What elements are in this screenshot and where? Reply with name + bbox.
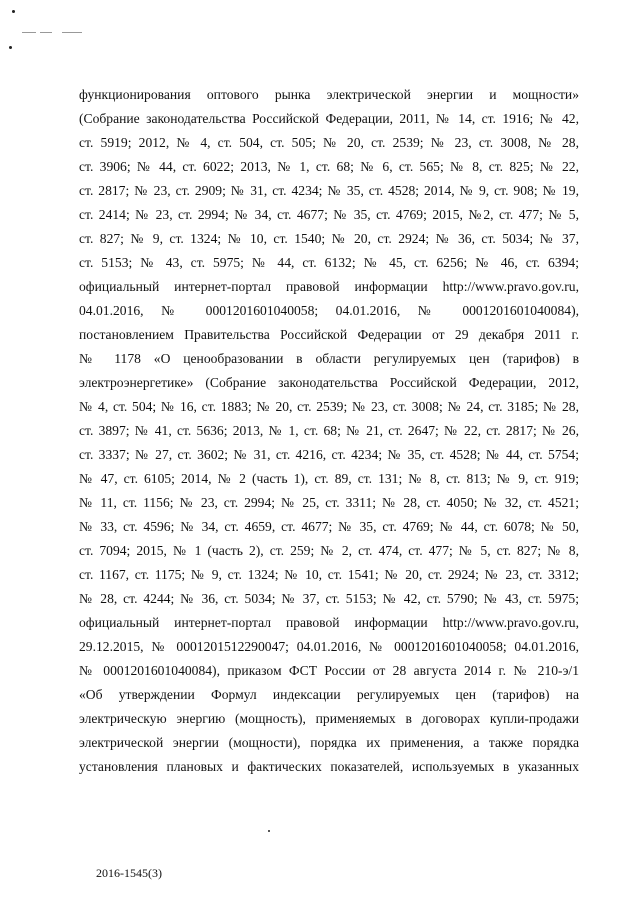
text-line: ст. 1167, ст. 1175; № 9, ст. 1324; № 10, ст. 1541; № 20, ст. 2924; № 23, ст. 3312; xyxy=(79,567,579,582)
scan-mark-dot xyxy=(9,46,12,49)
text-line: ст. 2817; № 23, ст. 2909; № 31, ст. 4234; № 35, ст. 4528; 2014, № 9, ст. 908; № 19, xyxy=(79,183,579,198)
text-line: постановлением Правительства Российской Федерации от 29 декабря 2011 г. xyxy=(79,327,579,342)
text-line: установления плановых и фактических показателей, используемых в указанных xyxy=(79,759,579,774)
text-line: ст. 3337; № 27, ст. 3602; № 31, ст. 4216, ст. 4234; № 35, ст. 4528; № 44, ст. 5754; xyxy=(79,447,579,462)
text-line: 04.01.2016, № 0001201601040058; 04.01.2016, № 0001201601040084), xyxy=(79,303,579,318)
text-line: электрическую энергию (мощность), применяемых в договорах купли-продажи xyxy=(79,711,579,726)
text-line: ст. 3897; № 41, ст. 5636; 2013, № 1, ст. 68; № 21, ст. 2647; № 22, ст. 2817; № 26, xyxy=(79,423,579,438)
text-line: ст. 3906; № 44, ст. 6022; 2013, № 1, ст. 68; № 6, ст. 565; № 8, ст. 825; № 22, xyxy=(79,159,579,174)
text-line: ст. 5153; № 43, ст. 5975; № 44, ст. 6132; № 45, ст. 6256; № 46, ст. 6394; xyxy=(79,255,579,270)
text-line: «Об утверждении Формул индексации регулируемых цен (тарифов) на xyxy=(79,687,579,702)
document-code: 2016-1545(3) xyxy=(96,866,162,880)
text-line: ст. 2414; № 23, ст. 2994; № 34, ст. 4677; № 35, ст. 4769; 2015, №2, ст. 477; № 5, xyxy=(79,207,579,222)
scan-mark-line xyxy=(22,32,36,33)
text-line: № 11, ст. 1156; № 23, ст. 2994; № 25, ст. 3311; № 28, ст. 4050; № 32, ст. 4521; xyxy=(79,495,579,510)
scan-mark-line xyxy=(62,32,82,33)
text-line: № 28, ст. 4244; № 36, ст. 5034; № 37, ст. 5153; № 42, ст. 5790; № 43, ст. 5975; xyxy=(79,591,579,606)
text-line: № 33, ст. 4596; № 34, ст. 4659, ст. 4677; № 35, ст. 4769; № 44, ст. 6078; № 50, xyxy=(79,519,579,534)
text-line: официальный интернет-портал правовой информации http://www.pravo.gov.ru, xyxy=(79,279,579,294)
scan-mark-dot xyxy=(268,830,270,832)
text-line: ст. 827; № 9, ст. 1324; № 10, ст. 1540; № 20, ст. 2924; № 36, ст. 5034; № 37, xyxy=(79,231,579,246)
text-line: (Собрание законодательства Российской Федерации, 2011, № 14, ст. 1916; № 42, xyxy=(79,111,579,126)
body-text xyxy=(79,83,579,779)
text-line: № 0001201601040084), приказом ФСТ России от 28 августа 2014 г. № 210-э/1 xyxy=(79,663,579,678)
text-line: № 1178 «О ценообразовании в области регулируемых цен (тарифов) в xyxy=(79,351,579,366)
scan-mark-line xyxy=(40,32,52,33)
text-line: ст. 5919; 2012, № 4, ст. 504, ст. 505; № 20, ст. 2539; № 23, ст. 3008, № 28, xyxy=(79,135,579,150)
text-line: электроэнергетике» (Собрание законодательства Российской Федерации, 2012, xyxy=(79,375,579,390)
text-line: № 47, ст. 6105; 2014, № 2 (часть 1), ст. 89, ст. 131; № 8, ст. 813; № 9, ст. 919; xyxy=(79,471,579,486)
text-line: официальный интернет-портал правовой информации http://www.pravo.gov.ru, xyxy=(79,615,579,630)
text-line: электрической энергии (мощности), порядка их применения, а также порядка xyxy=(79,735,579,750)
text-line: функционирования оптового рынка электрической энергии и мощности» xyxy=(79,87,579,102)
text-line: 29.12.2015, № 0001201512290047; 04.01.2016, № 0001201601040058; 04.01.2016, xyxy=(79,639,579,654)
scan-mark-dot xyxy=(12,10,15,13)
text-line: ст. 7094; 2015, № 1 (часть 2), ст. 259; № 2, ст. 474, ст. 477; № 5, ст. 827; № 8, xyxy=(79,543,579,558)
text-line: № 4, ст. 504; № 16, ст. 1883; № 20, ст. 2539; № 23, ст. 3008; № 24, ст. 3185; № 28, xyxy=(79,399,579,414)
